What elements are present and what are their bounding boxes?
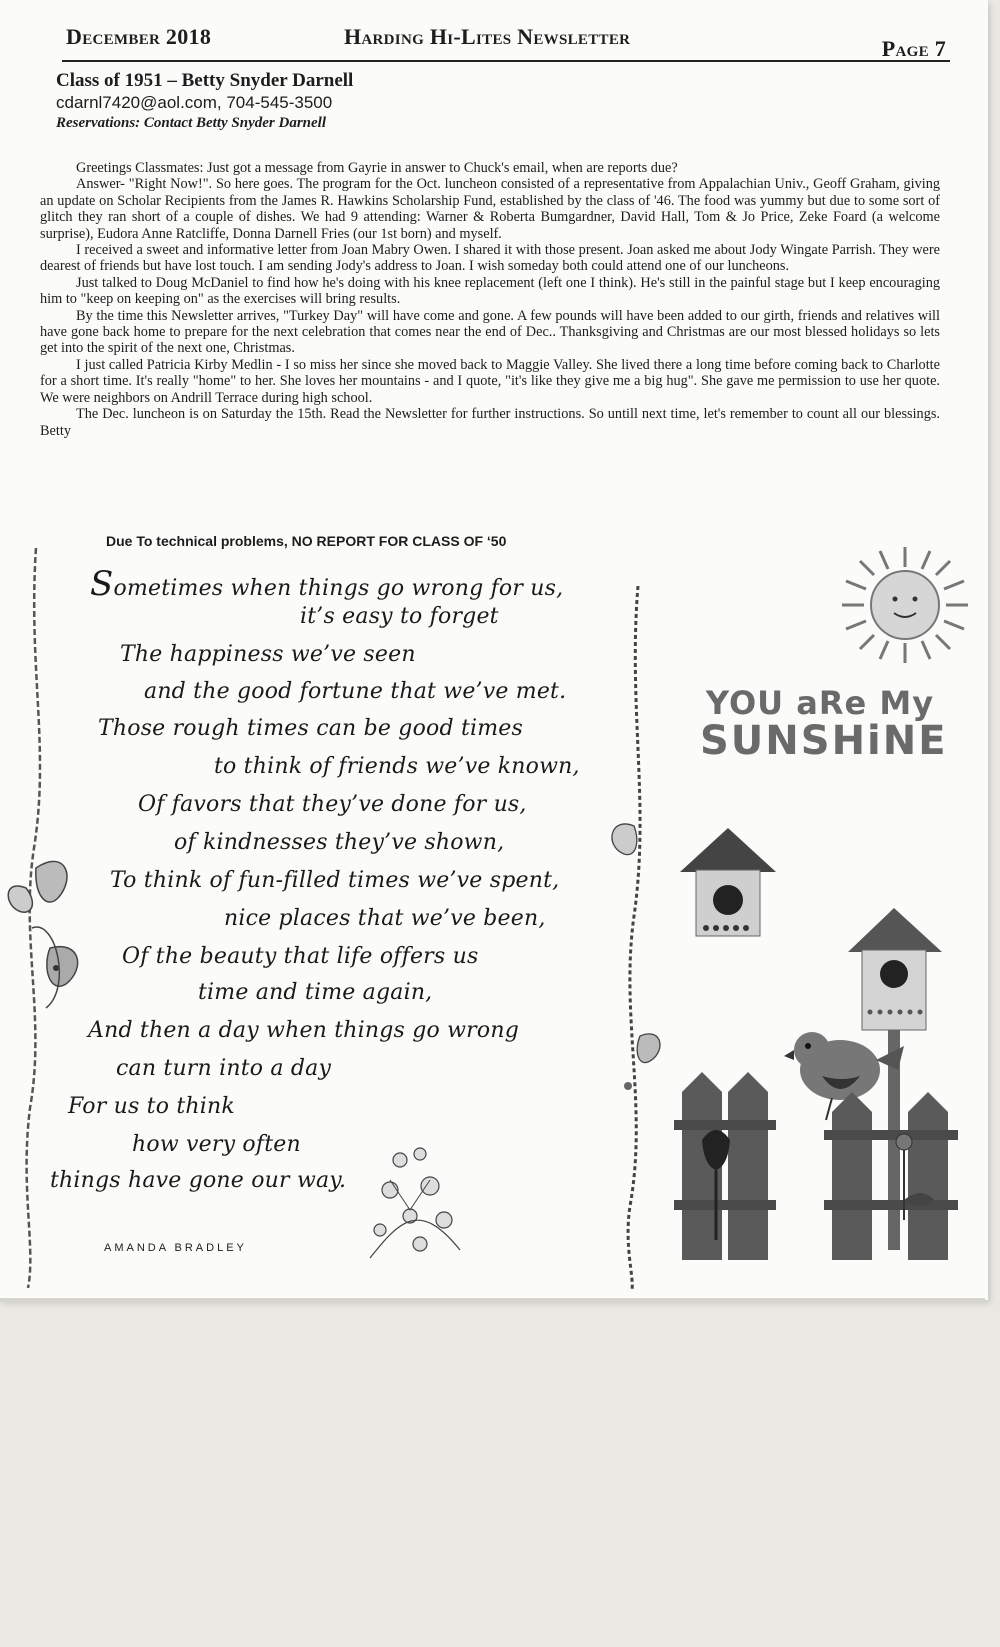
class-heading [56,70,936,132]
class-reservations: Reservations: Contact Betty Snyder Darnell [56,115,326,131]
class-letter [40,160,940,439]
sunshine-card-title [700,684,948,764]
poem-author: AMANDA BRADLEY [104,1242,247,1254]
page-edge-shadow [0,1298,985,1302]
page-number: Page 7 [881,36,946,61]
poem-line: Of the beauty that life offers us [122,944,479,969]
poem-line: Those rough times can be good times [98,716,523,741]
poem-line: The happiness we’ve seen [120,642,416,667]
birdhouse-garden-illustration [672,820,962,1260]
poem-line: For us to think [68,1094,235,1119]
class-title: Class of 1951 – Betty Snyder Darnell [56,70,354,91]
letter-paragraph: The Dec. luncheon is on Saturday the 15th. Read the Newsletter for further instructions. So untill next time, let's remember to count all our blessings. Betty [40,406,940,439]
poem-line: can turn into a day [116,1056,332,1081]
poem-line: it’s easy to forget [300,604,499,629]
poem-line: To think of fun-filled times we’ve spent, [110,868,560,893]
issue-date: December 2018 [66,24,212,49]
poem-line: of kindnesses they’ve shown, [174,830,505,855]
masthead [62,20,950,62]
letter-paragraph: I just called Patricia Kirby Medlin - I so miss her since she moved back to Maggie Valley. She lived there a long time before coming back to Charlotte for a short time. It's really "home" to her. She loves her mountains - and I quote, "it's like they give me a big hug". She gave me permission to use her quote. We were neighbors on Andrill Terrace during high school. [40,356,940,406]
poem-line: And then a day when things go wrong [88,1018,519,1043]
newsletter-title: Harding Hi-Lites Newsletter [344,24,631,49]
sun-icon [840,545,970,665]
poem [0,548,680,1288]
notice-lead: Due To technical problems, [106,533,288,549]
poem-line: Sometimes when things go wrong for us, [90,564,564,604]
letter-paragraph: Greetings Classmates: Just got a message from Gayrie in answer to Chuck's email, when are reports due? [76,160,678,176]
sunshine-line-1: YOU aRe My [705,684,935,722]
letter-paragraph: By the time this Newsletter arrives, "Turkey Day" will have come and gone. A few pounds will have been added to our girth, friends and relatives will have gone back home to prepare for the next celebration that comes near the end of Dec.. Thanksgiving and Christmas are our most blessed holidays so lets get into the spirit of the next one, Christmas. [40,307,940,357]
letter-paragraph: Just talked to Doug McDaniel to find how he's doing with his knee replacement (left one I think). He's still in the painful stage but I keep encouraging him to "keep on keeping on" as the exercises will bring results. [40,274,940,308]
no-report-notice [106,533,506,549]
poem-line: Of favors that they’ve done for us, [138,792,527,817]
poem-line: and the good fortune that we’ve met. [144,679,567,704]
flower-cluster-decoration [360,1140,470,1260]
poem-line: how very often [132,1132,301,1157]
center-vine-decoration [600,586,670,1290]
notice-emphasis: NO REPORT FOR CLASS OF ‘50 [291,533,507,549]
poem-line: to think of friends we’ve known, [214,754,580,779]
poem-line: time and time again, [198,980,433,1005]
poem-line: things have gone our way. [50,1168,347,1193]
sunshine-line-2: SUNSHiNE [700,718,948,764]
letter-paragraph: I received a sweet and informative letter from Joan Mabry Owen. I shared it with those present. Joan asked me about Jody Wingate Parrish. They were dearest of friends but have lost touch. I am sending Jody's address to Joan. I wish someday both could attend one of our luncheons. [40,242,940,275]
class-contact: cdarnl7420@aol.com, 704-545-3500 [56,93,333,112]
letter-paragraph: Answer- "Right Now!". So here goes. The program for the Oct. luncheon consisted of a representative from Appalachian Univ., Geoff Graham, giving an update on Scholar Recipients from the James R. Hawkins Scholarship Fund, established by the class of '46. The food was yummy but due to some sort of glitch they ran short of a couple of dishes. We had 9 attending: Warner & Roberta Bumgardner, David Hall, Tom & Jo Price, Zeke Foard (a welcome surprise), Eudora Anne Ratcliffe, Donna Darnell Fries (our 1st born) and myself. [40,176,940,242]
poem-line: nice places that we’ve been, [224,906,546,931]
